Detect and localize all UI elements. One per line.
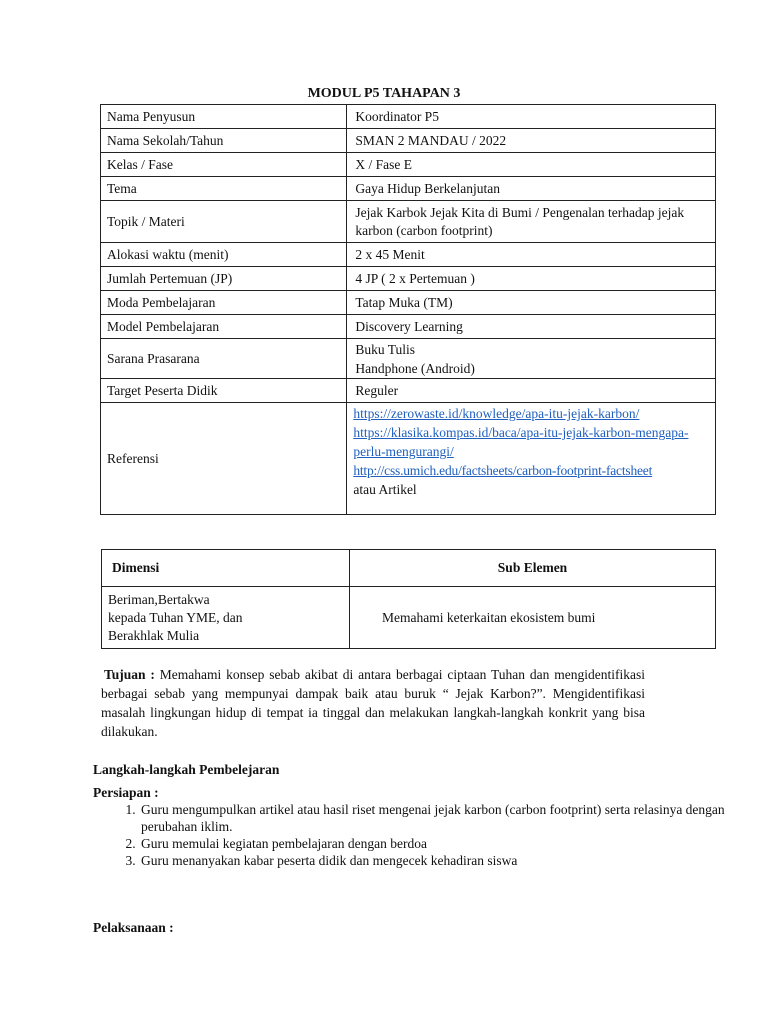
pelaksanaan-heading: Pelaksanaan :	[93, 920, 174, 935]
table-row	[102, 587, 716, 649]
table-row	[101, 153, 716, 177]
column-header-dimensi: Dimensi	[102, 550, 350, 587]
dimensi-cell	[102, 587, 350, 649]
table-header-row	[102, 550, 716, 587]
row-label: Tema	[101, 177, 347, 201]
list-item: 2. Guru memulai kegiatan pembelajaran dengan berdoa	[139, 835, 739, 852]
row-label: Moda Pembelajaran	[101, 291, 347, 315]
row-value: Koordinator P5	[347, 105, 716, 129]
sub-elemen-text: Memahami keterkaitan ekosistem bumi	[382, 610, 596, 625]
module-info-table	[100, 104, 716, 515]
row-value: 4 JP ( 2 x Pertemuan )	[347, 267, 716, 291]
column-header-sub-elemen: Sub Elemen	[350, 550, 716, 587]
table-row	[101, 339, 716, 379]
dimensi-line: kepada Tuhan YME, dan	[108, 609, 243, 625]
table-row	[101, 243, 716, 267]
row-label: Target Peserta Didik	[101, 379, 347, 403]
table-row	[101, 129, 716, 153]
list-item: 1. Guru mengumpulkan artikel atau hasil riset mengenai jejak karbon (carbon footprint) serta relasinya dengan perubahan iklim.	[139, 801, 739, 835]
row-label: Sarana Prasarana	[101, 339, 347, 379]
table-row	[101, 403, 716, 515]
reference-link[interactable]: http://css.umich.edu/factsheets/carbon-footprint-factsheet	[353, 463, 653, 478]
row-value: Tatap Muka (TM)	[347, 291, 716, 315]
reference-link[interactable]: https://klasika.kompas.id/baca/apa-itu-jejak-karbon-mengapa-perlu-mengurangi/	[353, 425, 689, 459]
tujuan-label: Tujuan :	[104, 667, 155, 682]
table-row	[101, 379, 716, 403]
reference-link[interactable]: https://zerowaste.id/knowledge/apa-itu-jejak-karbon/	[353, 406, 640, 421]
value-line: Handphone (Android)	[355, 360, 475, 376]
table-row	[101, 267, 716, 291]
reference-extra: atau Artikel	[353, 482, 417, 497]
row-label: Referensi	[101, 403, 347, 515]
tujuan-paragraph	[101, 665, 645, 741]
dimensi-line: Berakhlak Mulia	[108, 627, 200, 643]
dimensi-table	[101, 549, 716, 649]
table-row	[101, 177, 716, 201]
row-value: Gaya Hidup Berkelanjutan	[347, 177, 716, 201]
row-label: Model Pembelajaran	[101, 315, 347, 339]
list-item: 3. Guru menanyakan kabar peserta didik dan mengecek kehadiran siswa	[139, 852, 739, 869]
row-value: Jejak Karbok Jejak Kita di Bumi / Pengenalan terhadap jejak karbon (carbon footprint)	[347, 201, 716, 243]
row-label: Topik / Materi	[101, 201, 347, 243]
table-row	[101, 315, 716, 339]
row-value	[347, 339, 716, 379]
row-value: SMAN 2 MANDAU / 2022	[347, 129, 716, 153]
row-label: Alokasi waktu (menit)	[101, 243, 347, 267]
persiapan-list	[93, 801, 739, 869]
table-row	[101, 105, 716, 129]
persiapan-heading: Persiapan :	[93, 785, 159, 800]
table-row	[101, 201, 716, 243]
row-value: X / Fase E	[347, 153, 716, 177]
dimensi-line: Beriman,Bertakwa	[108, 591, 210, 607]
row-value: Discovery Learning	[347, 315, 716, 339]
value-line: Buku Tulis	[355, 341, 415, 357]
langkah-heading: Langkah-langkah Pembelejaran	[93, 762, 280, 777]
row-value: Reguler	[347, 379, 716, 403]
document-title: MODUL P5 TAHAPAN 3	[307, 86, 461, 101]
row-label: Nama Penyusun	[101, 105, 347, 129]
row-label: Jumlah Pertemuan (JP)	[101, 267, 347, 291]
tujuan-text: Memahami konsep sebab akibat di antara berbagai ciptaan Tuhan dan mengidentifikasi berbagai sebab yang mempunyai dampak baik atau buruk “ Jejak Karbon?”. Mengidentifikasi masalah lingkungan hidup di tempat ia tinggal dan melakukan langkah-langkah konkrit yang bisa dilakukan.	[101, 667, 645, 739]
sub-elemen-cell	[350, 587, 716, 649]
row-label: Kelas / Fase	[101, 153, 347, 177]
row-value	[347, 403, 716, 515]
table-row	[101, 291, 716, 315]
row-label: Nama Sekolah/Tahun	[101, 129, 347, 153]
row-value: 2 x 45 Menit	[347, 243, 716, 267]
